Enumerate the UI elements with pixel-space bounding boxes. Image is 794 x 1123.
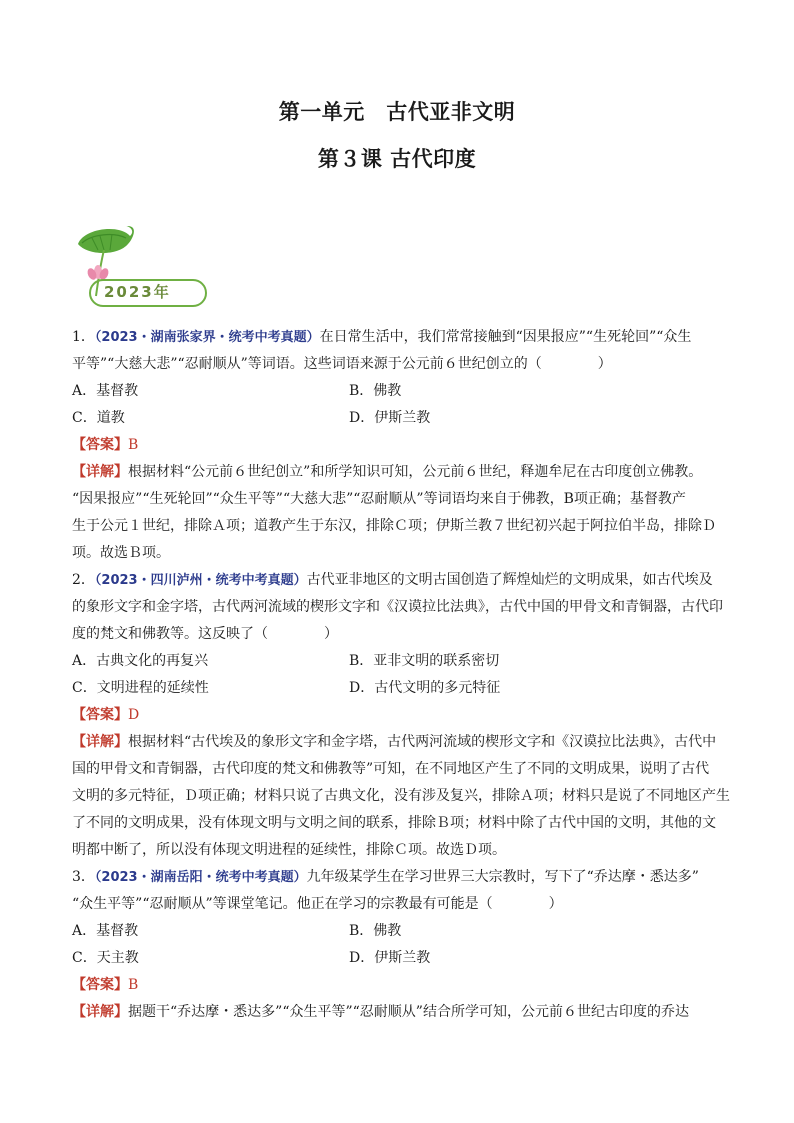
detail-line xyxy=(72,513,724,540)
question-stem-line xyxy=(72,324,724,351)
question-number: 1． xyxy=(72,329,95,345)
answer-line xyxy=(72,702,724,729)
question-list xyxy=(72,324,730,1026)
answer-option: C．文明进程的延续性 xyxy=(72,680,209,696)
answer-option: C．道教 xyxy=(72,410,125,426)
question-stem-line xyxy=(72,594,724,621)
detail-text: 国的甲骨文和青铜器，古代印度的梵文和佛教等”可知，在不同地区产生了不同的文明成果，说明了古代 xyxy=(72,761,710,777)
detail-tag: 【详解】 xyxy=(72,734,128,750)
question-stem-line xyxy=(72,567,724,594)
detail-text: “因果报应”“生死轮回”“众生平等”“大慈大悲”“忍耐顺从”等词语均来自于佛教，B项正确；基督教产 xyxy=(72,491,686,507)
detail-line xyxy=(72,783,730,810)
question-block xyxy=(72,567,730,864)
answer-option: D．伊斯兰教 xyxy=(349,950,431,966)
answer-value: B xyxy=(128,437,139,453)
answer-option: B．佛教 xyxy=(349,383,402,399)
detail-tag: 【详解】 xyxy=(72,1004,128,1020)
detail-line xyxy=(72,810,724,837)
question-text: 平等”“大慈大悲”“忍耐顺从”等词语。这些词语来源于公元前６世纪创立的（ ） xyxy=(72,356,612,372)
detail-line xyxy=(72,486,724,513)
detail-line xyxy=(72,999,724,1026)
option-row xyxy=(72,648,724,675)
detail-line xyxy=(72,729,724,756)
option-row xyxy=(72,945,724,972)
option-row xyxy=(72,405,724,432)
question-number: 3． xyxy=(72,869,95,885)
question-block xyxy=(72,864,724,1026)
question-text: 九年级某学生在学习世界三大宗教时，写下了“乔达摩・悉达多” xyxy=(306,869,699,885)
answer-tag: 【答案】 xyxy=(72,977,128,993)
answer-tag: 【答案】 xyxy=(72,707,128,723)
answer-tag: 【答案】 xyxy=(72,437,128,453)
detail-text: 据题干“乔达摩・悉达多”“众生平等”“忍耐顺从”结合所学可知，公元前６世纪古印度的乔达 xyxy=(128,1004,689,1020)
answer-option: A．基督教 xyxy=(72,383,139,399)
question-text: 古代亚非地区的文明古国创造了辉煌灿烂的文明成果，如古代埃及 xyxy=(306,572,713,588)
answer-option: B．亚非文明的联系密切 xyxy=(349,653,500,669)
question-stem-line xyxy=(72,864,724,891)
answer-value: D xyxy=(128,707,140,723)
unit-title: 第一单元 古代亚非文明 xyxy=(278,100,516,124)
detail-text: 了不同的文明成果，没有体现文明与文明之间的联系，排除Ｂ项；材料中除了古代中国的文明，其他的文 xyxy=(72,815,716,831)
answer-option: B．佛教 xyxy=(349,923,402,939)
answer-option: A．基督教 xyxy=(72,923,139,939)
option-row xyxy=(72,675,724,702)
question-source: （2023・四川泸州・统考中考真题） xyxy=(94,573,307,588)
answer-option: D．伊斯兰教 xyxy=(349,410,431,426)
detail-line xyxy=(72,540,724,567)
detail-text: 根据材料“古代埃及的象形文字和金字塔，古代两河流域的楔形文字和《汉谟拉比法典》，古代中 xyxy=(128,734,717,750)
option-row xyxy=(72,918,724,945)
question-text: “众生平等”“忍耐顺从”等课堂笔记。他正在学习的宗教最有可能是（ ） xyxy=(72,896,563,912)
question-source: （2023・湖南张家界・统考中考真题） xyxy=(94,330,320,345)
answer-line xyxy=(72,972,724,999)
detail-line xyxy=(72,837,724,864)
question-block xyxy=(72,324,724,567)
answer-option: C．天主教 xyxy=(72,950,139,966)
detail-text: 项。故选Ｂ项。 xyxy=(72,545,170,561)
question-source: （2023・湖南岳阳・统考中考真题） xyxy=(94,870,307,885)
detail-text: 生于公元１世纪，排除Ａ项；道教产生于东汉，排除Ｃ项；伊斯兰教７世纪初兴起于阿拉伯半岛，排除Ｄ xyxy=(72,518,716,534)
question-stem-line xyxy=(72,891,724,918)
detail-line xyxy=(72,459,724,486)
year-badge-label: 2023年 xyxy=(104,283,171,301)
question-text: 在日常生活中，我们常常接触到“因果报应”“生死轮回”“众生 xyxy=(319,329,692,345)
detail-line xyxy=(72,756,724,783)
lesson-title: 第３课 古代印度 xyxy=(317,147,477,171)
question-stem-line xyxy=(72,621,724,648)
question-text: 的象形文字和金字塔，古代两河流域的楔形文字和《汉谟拉比法典》，古代中国的甲骨文和青铜器，古代印 xyxy=(72,599,723,615)
answer-value: B xyxy=(128,977,139,993)
detail-text: 明都中断了，所以没有体现文明进程的延续性，排除Ｃ项。故选Ｄ项。 xyxy=(72,842,506,858)
answer-option: D．古代文明的多元特征 xyxy=(349,680,501,696)
question-stem-line xyxy=(72,351,724,378)
detail-tag: 【详解】 xyxy=(72,464,128,480)
detail-text: 根据材料“公元前６世纪创立”和所学知识可知，公元前６世纪，释迦牟尼在古印度创立佛教。 xyxy=(128,464,703,480)
detail-text: 文明的多元特征，Ｄ项正确；材料只说了古典文化，没有涉及复兴，排除Ａ项；材料只是说了不同地区产生 xyxy=(72,788,730,804)
answer-option: A．古典文化的再复兴 xyxy=(72,653,209,669)
option-row xyxy=(72,378,724,405)
question-text: 度的梵文和佛教等。这反映了（ ） xyxy=(72,626,338,642)
answer-line xyxy=(72,432,724,459)
question-number: 2． xyxy=(72,572,95,588)
